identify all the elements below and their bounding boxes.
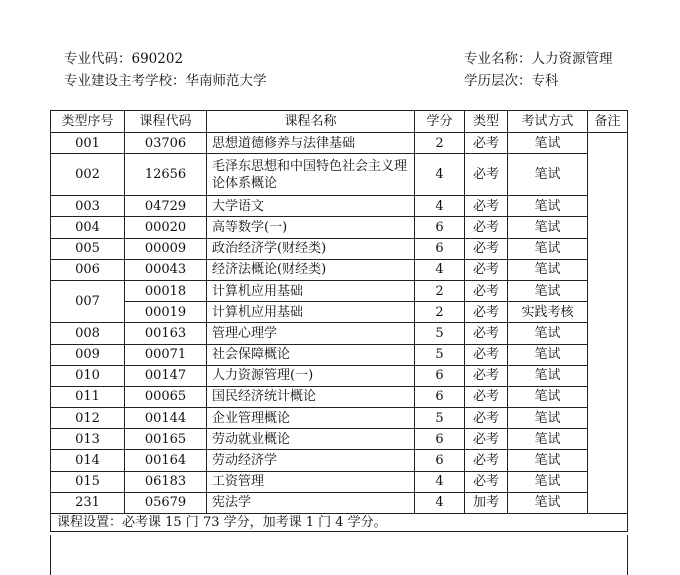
code-cell: 00071 [125,344,207,365]
course-name-cell: 劳动经济学 [207,450,415,471]
exam-cell: 笔试 [508,429,588,450]
seq-cell: 010 [51,365,125,386]
exam-cell: 笔试 [508,217,588,238]
code-cell: 00144 [125,408,207,429]
table-row [51,344,628,365]
seq-cell: 001 [51,133,125,154]
seq-cell: 008 [51,323,125,344]
notes-cell [588,133,628,514]
code-cell: 00164 [125,450,207,471]
course-name-cell: 毛泽东思想和中国特色社会主义理论体系概论 [207,154,415,196]
exam-cell: 笔试 [508,133,588,154]
type-cell: 必考 [465,323,508,344]
credit-cell: 5 [415,408,465,429]
major-code: 专业代码：690202 [64,51,184,67]
credit-cell: 4 [415,259,465,280]
exam-cell: 笔试 [508,408,588,429]
col-header-notes: 备注 [588,111,628,133]
exam-cell: 笔试 [508,259,588,280]
table-header-row [51,111,628,133]
exam-cell: 笔试 [508,492,588,513]
col-header-seq: 类型序号 [51,111,125,133]
exam-cell: 笔试 [508,280,588,301]
type-cell: 必考 [465,238,508,259]
seq-cell: 014 [51,450,125,471]
seq-cell: 004 [51,217,125,238]
seq-cell: 003 [51,196,125,217]
exam-cell: 笔试 [508,386,588,407]
header-row-2 [64,70,624,92]
credit-cell: 5 [415,323,465,344]
credit-cell: 5 [415,344,465,365]
type-cell: 必考 [465,429,508,450]
course-name-cell: 宪法学 [207,492,415,513]
type-cell: 必考 [465,280,508,301]
table-row [51,133,628,154]
code-cell: 03706 [125,133,207,154]
code-cell: 04729 [125,196,207,217]
type-cell: 必考 [465,154,508,196]
course-name-cell: 企业管理概论 [207,408,415,429]
seq-cell: 013 [51,429,125,450]
seq-cell: 231 [51,492,125,513]
table-row [51,450,628,471]
credit-cell: 2 [415,280,465,301]
col-header-code: 课程代码 [125,111,207,133]
code-cell: 00165 [125,429,207,450]
credit-cell: 4 [415,196,465,217]
exam-cell: 笔试 [508,196,588,217]
table-row [51,429,628,450]
credit-cell: 6 [415,365,465,386]
type-cell: 必考 [465,471,508,492]
code-cell: 06183 [125,471,207,492]
examining-school: 专业建设主考学校：华南师范大学 [64,73,267,89]
table-row [51,471,628,492]
seq-cell: 007 [51,280,125,322]
course-name-cell: 国民经济统计概论 [207,386,415,407]
type-cell: 必考 [465,386,508,407]
table-row [51,408,628,429]
course-name-cell: 计算机应用基础 [207,302,415,323]
table-row [51,259,628,280]
table-row [51,154,628,196]
major-name: 专业名称：人力资源管理 [464,51,613,67]
course-name-cell: 政治经济学(财经类) [207,238,415,259]
code-cell: 00020 [125,217,207,238]
col-header-name: 课程名称 [207,111,415,133]
exam-cell: 笔试 [508,323,588,344]
code-cell: 00043 [125,259,207,280]
credit-cell: 4 [415,154,465,196]
code-cell: 00147 [125,365,207,386]
col-header-exam: 考试方式 [508,111,588,133]
exam-cell: 笔试 [508,154,588,196]
type-cell: 必考 [465,217,508,238]
type-cell: 必考 [465,365,508,386]
table-row [51,492,628,513]
course-name-cell: 计算机应用基础 [207,280,415,301]
type-cell: 必考 [465,450,508,471]
course-name-cell: 大学语文 [207,196,415,217]
type-cell: 加考 [465,492,508,513]
table-row [51,365,628,386]
course-table [50,110,628,532]
course-name-cell: 社会保障概论 [207,344,415,365]
credit-cell: 6 [415,386,465,407]
credit-cell: 4 [415,492,465,513]
credit-cell: 4 [415,471,465,492]
exam-cell: 笔试 [508,238,588,259]
education-level: 学历层次：专科 [464,73,559,89]
type-cell: 必考 [465,196,508,217]
table-row [51,196,628,217]
credit-cell: 6 [415,238,465,259]
type-cell: 必考 [465,408,508,429]
seq-cell: 011 [51,386,125,407]
credit-cell: 2 [415,133,465,154]
credit-cell: 2 [415,302,465,323]
type-cell: 必考 [465,259,508,280]
seq-cell: 002 [51,154,125,196]
exam-cell: 笔试 [508,344,588,365]
course-name-cell: 管理心理学 [207,323,415,344]
table-row [51,238,628,259]
col-header-credit: 学分 [415,111,465,133]
course-name-cell: 劳动就业概论 [207,429,415,450]
credit-cell: 6 [415,429,465,450]
code-cell: 00065 [125,386,207,407]
table-row [51,323,628,344]
course-name-cell: 高等数学(一) [207,217,415,238]
document-header [64,48,624,92]
credit-cell: 6 [415,217,465,238]
type-cell: 必考 [465,302,508,323]
course-name-cell: 人力资源管理(一) [207,365,415,386]
seq-cell: 009 [51,344,125,365]
type-cell: 必考 [465,344,508,365]
table-row [51,302,628,323]
seq-cell: 005 [51,238,125,259]
seq-cell: 006 [51,259,125,280]
seq-cell: 012 [51,408,125,429]
course-name-cell: 经济法概论(财经类) [207,259,415,280]
code-cell: 00009 [125,238,207,259]
exam-cell: 笔试 [508,450,588,471]
exam-cell: 笔试 [508,365,588,386]
code-cell: 00163 [125,323,207,344]
seq-cell: 015 [51,471,125,492]
table-row [51,280,628,301]
exam-cell: 笔试 [508,471,588,492]
code-cell: 05679 [125,492,207,513]
summary-row [51,514,628,532]
col-header-type: 类型 [465,111,508,133]
exam-cell: 实践考核 [508,302,588,323]
course-summary: 课程设置：必考课 15 门 73 学分，加考课 1 门 4 学分。 [51,514,628,532]
type-cell: 必考 [465,133,508,154]
code-cell: 12656 [125,154,207,196]
table-row [51,217,628,238]
header-row-1 [64,48,624,70]
credit-cell: 6 [415,450,465,471]
course-name-cell: 工资管理 [207,471,415,492]
table-continuation [50,535,628,575]
code-cell: 00018 [125,280,207,301]
code-cell: 00019 [125,302,207,323]
course-name-cell: 思想道德修养与法律基础 [207,133,415,154]
table-row [51,386,628,407]
